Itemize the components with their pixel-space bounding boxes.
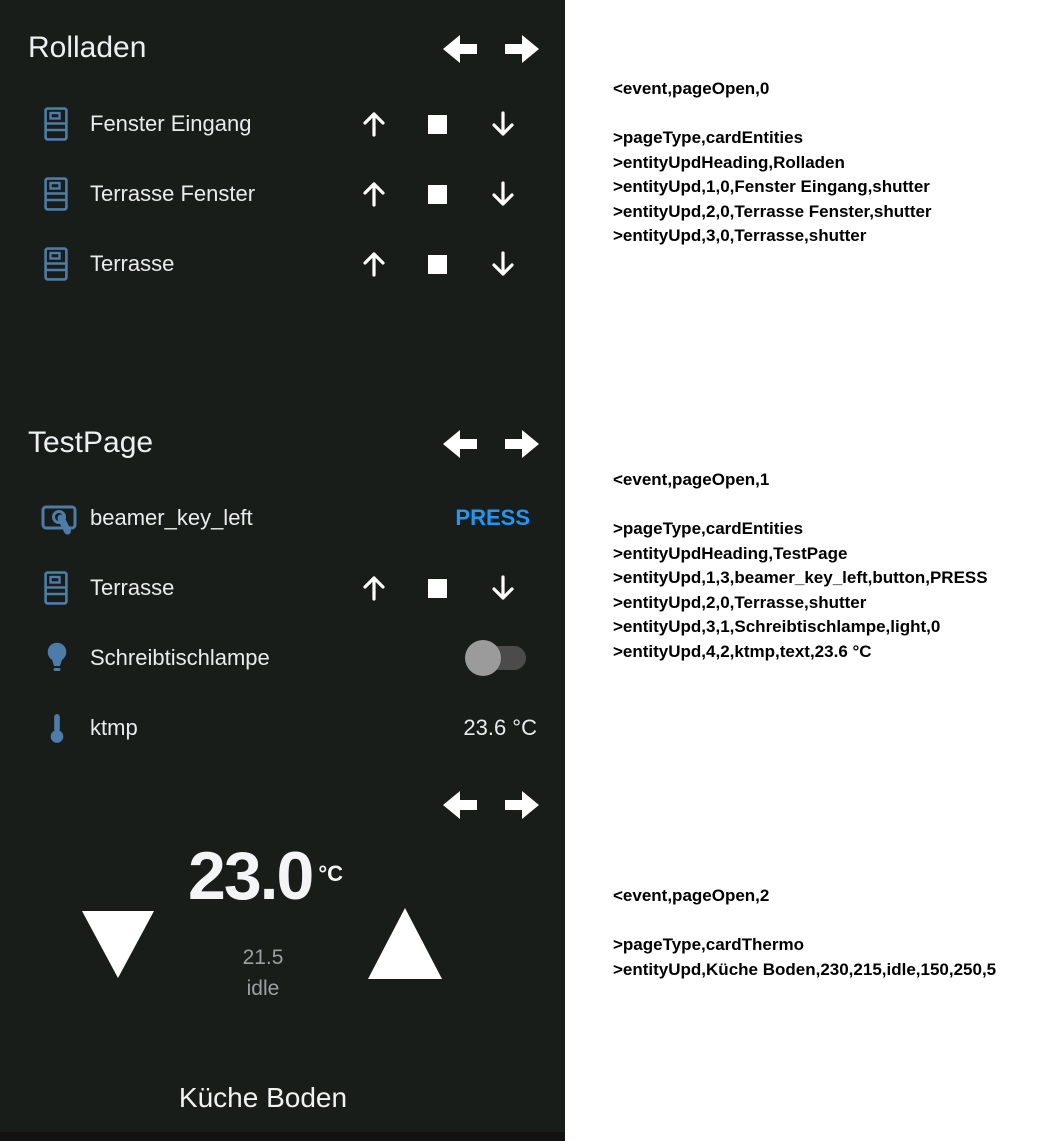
hvac-state: idle: [246, 977, 280, 1000]
log-line: <event,pageOpen,2: [613, 886, 770, 905]
log-line: >pageType,cardThermo: [613, 935, 804, 954]
screen-bottom-strip: [0, 1132, 565, 1141]
stop-icon: [428, 579, 447, 598]
shutter-icon: [44, 247, 68, 286]
arrow-left-icon: [441, 33, 479, 65]
shutter-down-button[interactable]: [481, 89, 525, 159]
log-line: [613, 102, 932, 127]
sensor-value: 23.6 °C: [463, 715, 537, 740]
arrow-up-icon: [361, 250, 387, 278]
arrow-right-icon: [503, 428, 541, 460]
arrow-down-icon: [490, 110, 516, 138]
arrow-left-icon: [441, 428, 479, 460]
nav-next-button[interactable]: [503, 789, 541, 821]
arrow-down-icon: [490, 250, 516, 278]
temperature-unit: °C: [318, 861, 344, 886]
toggle-knob: [465, 640, 501, 676]
shutter-down-button[interactable]: [481, 159, 525, 229]
current-temperature: 23.0 $^{^\circ C}$: [188, 838, 344, 914]
press-button[interactable]: PRESS: [410, 483, 530, 553]
thermometer-icon: [50, 713, 64, 748]
log-line: >pageType,cardEntities: [613, 128, 804, 147]
entity-row-light: [0, 623, 565, 693]
entity-label: Terrasse: [90, 251, 175, 276]
nav-next-button[interactable]: [503, 428, 541, 460]
log-line: >entityUpd,2,0,Terrasse,shutter: [613, 592, 867, 612]
tap-button-icon: [40, 499, 78, 542]
protocol-log-page0: [613, 77, 932, 249]
nav-prev-button[interactable]: [441, 33, 479, 65]
protocol-log-page2: [613, 884, 996, 982]
shutter-up-button[interactable]: [352, 229, 396, 299]
light-toggle[interactable]: [465, 640, 527, 676]
arrow-up-icon: [361, 180, 387, 208]
log-line: >entityUpd,1,3,beamer_key_left,button,PRESS: [613, 568, 988, 587]
arrow-left-icon: [441, 789, 479, 821]
log-line: [613, 909, 996, 934]
shutter-up-button[interactable]: [352, 159, 396, 229]
log-line: <event,pageOpen,1: [613, 470, 770, 489]
shutter-up-button[interactable]: [352, 553, 396, 623]
shutter-icon: [44, 107, 68, 146]
arrow-down-icon: [490, 574, 516, 602]
entity-label: Fenster Eingang: [90, 111, 252, 136]
thermostat-name: Küche Boden: [178, 1082, 348, 1113]
arrow-right-icon: [503, 33, 541, 65]
temp-down-button[interactable]: [82, 911, 154, 978]
shutter-icon: [44, 177, 68, 216]
nav-prev-button[interactable]: [441, 428, 479, 460]
stop-icon: [428, 115, 447, 134]
shutter-stop-button[interactable]: [415, 229, 459, 299]
entity-row-text: [0, 693, 565, 763]
log-line: >entityUpd,3,1,Schreibtischlampe,light,0: [613, 617, 941, 636]
log-line: >entityUpd,Küche Boden,230,215,idle,150,250,5: [613, 959, 997, 979]
arrow-down-icon: [490, 180, 516, 208]
stop-icon: [428, 255, 447, 274]
shutter-down-button[interactable]: [481, 229, 525, 299]
protocol-log-page1: [613, 468, 988, 664]
log-line: [613, 493, 988, 518]
temp-up-button[interactable]: [368, 908, 442, 979]
entity-row-shutter: [0, 159, 565, 229]
arrow-up-icon: [361, 110, 387, 138]
entity-label: Schreibtischlampe: [90, 645, 270, 670]
shutter-icon: [44, 571, 68, 610]
entity-label: Terrasse Fenster: [90, 181, 256, 206]
entity-row-shutter: [0, 89, 565, 159]
nav-next-button[interactable]: [503, 33, 541, 65]
shutter-stop-button[interactable]: [415, 159, 459, 229]
entity-label: beamer_key_left: [90, 505, 253, 530]
log-line: >entityUpd,4,2,ktmp,text,23.6 °C: [613, 641, 872, 661]
page-title-rolladen: Rolladen: [28, 31, 147, 64]
arrow-right-icon: [503, 789, 541, 821]
entity-label: ktmp: [90, 715, 138, 740]
stop-icon: [428, 185, 447, 204]
log-line: >entityUpdHeading,TestPage: [613, 543, 848, 563]
log-line: >entityUpd,1,0,Fenster Eingang,shutter: [613, 177, 930, 196]
entity-row-shutter: [0, 229, 565, 299]
nav-prev-button[interactable]: [441, 789, 479, 821]
log-line: >pageType,cardEntities: [613, 519, 804, 538]
entity-row-button: [0, 483, 565, 553]
entity-row-shutter: [0, 553, 565, 623]
arrow-up-icon: [361, 574, 387, 602]
shutter-down-button[interactable]: [481, 553, 525, 623]
shutter-up-button[interactable]: [352, 89, 396, 159]
shutter-stop-button[interactable]: [415, 89, 459, 159]
log-line: >entityUpd,3,0,Terrasse,shutter: [613, 226, 867, 245]
lightbulb-icon: [46, 642, 68, 679]
log-line: <event,pageOpen,0: [613, 79, 770, 98]
log-line: >entityUpdHeading,Rolladen: [613, 152, 845, 172]
shutter-stop-button[interactable]: [415, 553, 459, 623]
log-line: >entityUpd,2,0,Terrasse Fenster,shutter: [613, 201, 932, 221]
target-temperature: 21.5: [242, 946, 284, 969]
entity-label: Terrasse: [90, 575, 175, 600]
page-title-testpage: TestPage: [28, 426, 154, 459]
